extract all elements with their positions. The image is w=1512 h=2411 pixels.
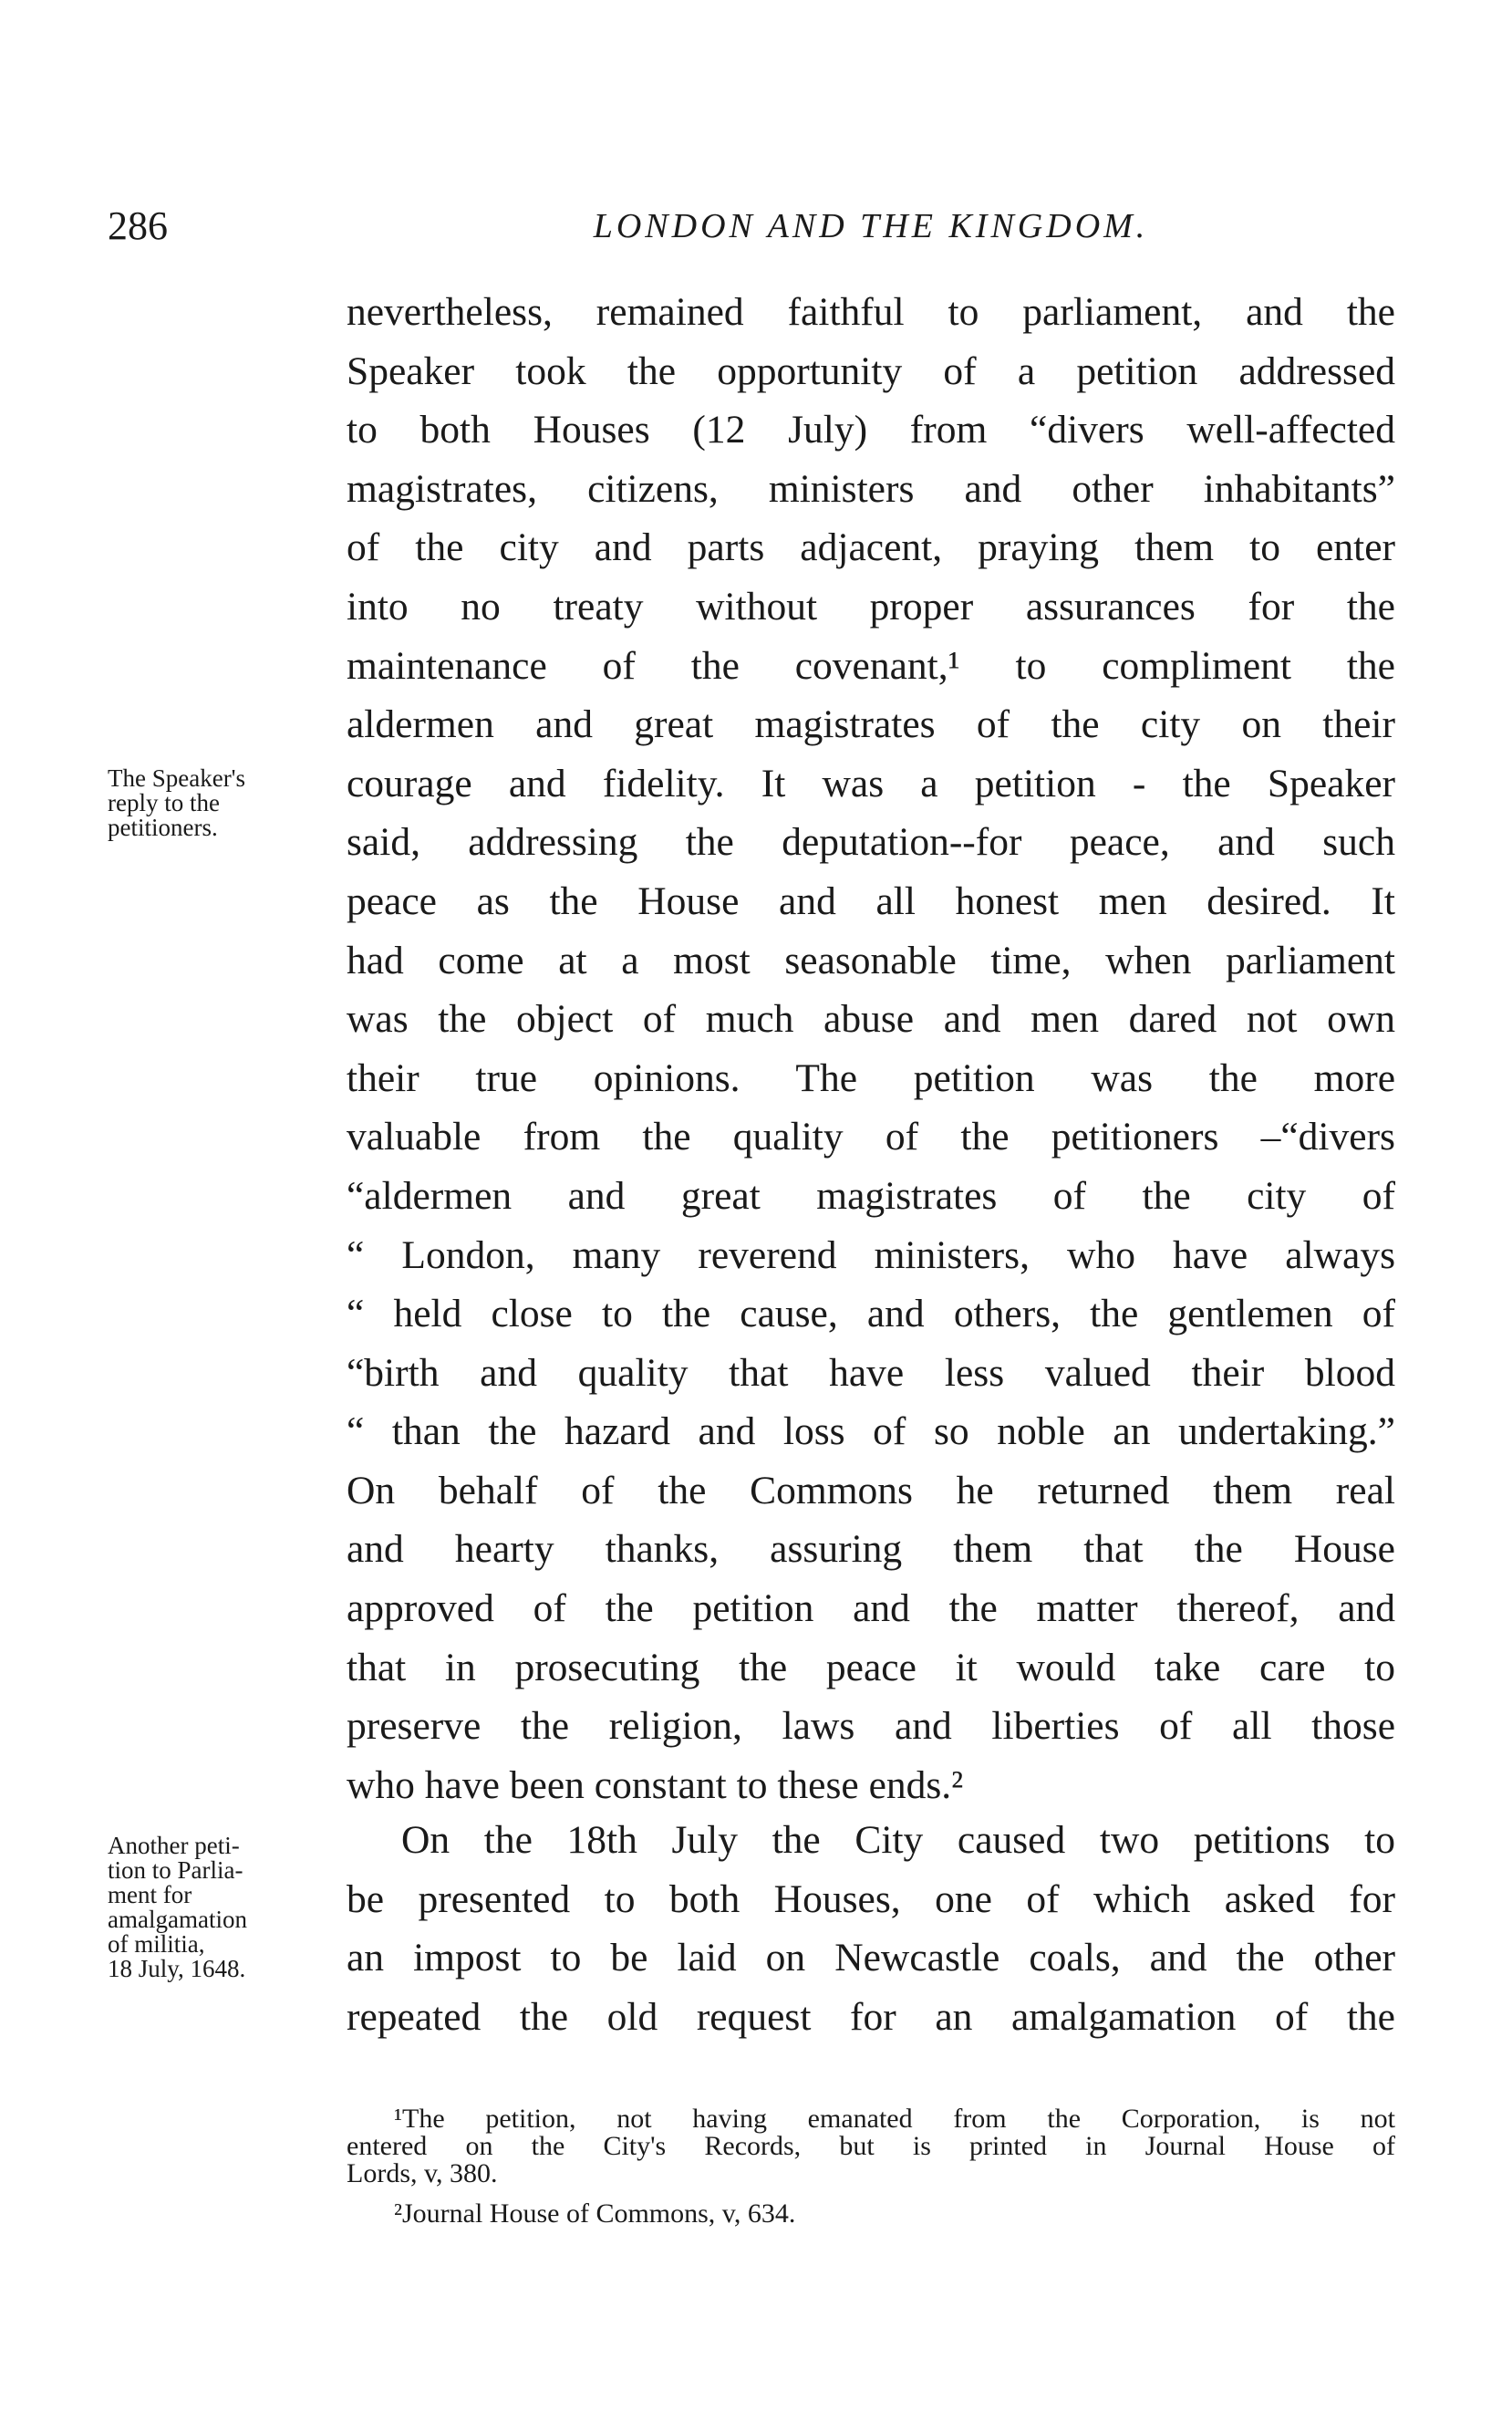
text-line: On the 18th July the City caused two petitions to — [401, 1818, 1395, 1862]
text-line: Speaker took the opportunity of a petition addressed — [347, 348, 1395, 393]
sidenote-line: of militia, — [108, 1930, 205, 1958]
text-line: On behalf of the Commons he returned them real — [347, 1468, 1395, 1512]
text-line: be presented to both Houses, one of which asked for — [347, 1876, 1395, 1921]
text-line: said, addressing the deputation--for peace, and such — [347, 820, 1395, 865]
text-line: repeated the old request for an amalgamation of the — [347, 1994, 1395, 2039]
sidenote-line: The Speaker's — [108, 764, 246, 792]
text-line: “ than the hazard and loss of so noble an undertaking.” — [347, 1409, 1395, 1454]
text-line: who have been constant to these ends.² — [347, 1762, 964, 1807]
sidenote-line: tion to Parlia- — [108, 1856, 243, 1884]
text-line: had come at a most seasonable time, when parliament — [347, 938, 1395, 982]
footnote-line: ²Journal House of Commons, v, 634. — [394, 2198, 796, 2229]
text-line: peace as the House and all honest men desired. It — [347, 878, 1395, 923]
text-line: that in prosecuting the peace it would take care to — [347, 1645, 1395, 1689]
running-title: LONDON AND THE KINGDOM. — [593, 207, 1149, 245]
sidenote-line: reply to the — [108, 789, 220, 816]
page-number: 286 — [108, 203, 168, 248]
sidenote-line: petitioners. — [108, 814, 218, 841]
sidenote-another-petition — [108, 1834, 326, 1981]
text-line: to both Houses (12 July) from “divers well-affected — [347, 408, 1395, 452]
text-line: “aldermen and great magistrates of the city of — [347, 1173, 1395, 1218]
sidenote-line: 18 July, 1648. — [108, 1955, 246, 1982]
text-line: preserve the religion, laws and liberties of all those — [347, 1704, 1395, 1749]
sidenote-line: Another peti- — [108, 1832, 240, 1859]
text-line: approved of the petition and the matter thereof, and — [347, 1586, 1395, 1631]
text-line: courage and fidelity. It was a petition - the Speaker — [347, 761, 1395, 805]
text-line: into no treaty without proper assurances for the — [347, 584, 1395, 629]
text-line: their true opinions. The petition was the more — [347, 1055, 1395, 1100]
sidenote-line: ment for — [108, 1881, 192, 1908]
sidenote-line: amalgamation — [108, 1906, 247, 1933]
footnote-line: ¹The petition, not having emanated from the Corporation, is not — [394, 2104, 1395, 2134]
paragraph-1 — [347, 283, 1395, 1814]
text-line: and hearty thanks, assuring them that the House — [347, 1527, 1395, 1572]
page-header — [0, 203, 1512, 257]
footnote-line: entered on the City's Records, but is printed in Journal House of — [347, 2131, 1395, 2161]
text-line: valuable from the quality of the petitioners –“divers — [347, 1115, 1395, 1159]
text-line: an impost to be laid on Newcastle coals, and the other — [347, 1936, 1395, 1980]
text-line: of the city and parts adjacent, praying them to enter — [347, 525, 1395, 570]
text-line: maintenance of the covenant,¹ to compliment the — [347, 643, 1395, 688]
text-line: “ London, many reverend ministers, who have always — [347, 1232, 1395, 1277]
text-line: nevertheless, remained faithful to parliament, and the — [347, 290, 1395, 334]
footnotes — [347, 2105, 1395, 2228]
text-line: magistrates, citizens, ministers and other inhabitants” — [347, 466, 1395, 511]
footnote-line: Lords, v, 380. — [347, 2158, 498, 2188]
text-line: “ held close to the cause, and others, the gentlemen of — [347, 1292, 1395, 1336]
paragraph-2 — [347, 1811, 1395, 2046]
text-line: was the object of much abuse and men dared not own — [347, 997, 1395, 1042]
text-line: “birth and quality that have less valued their blood — [347, 1350, 1395, 1395]
sidenote-speakers-reply — [108, 766, 326, 840]
text-line: aldermen and great magistrates of the city on their — [347, 702, 1395, 747]
footnote-1 — [347, 2105, 1395, 2188]
footnote-2 — [347, 2200, 1395, 2228]
